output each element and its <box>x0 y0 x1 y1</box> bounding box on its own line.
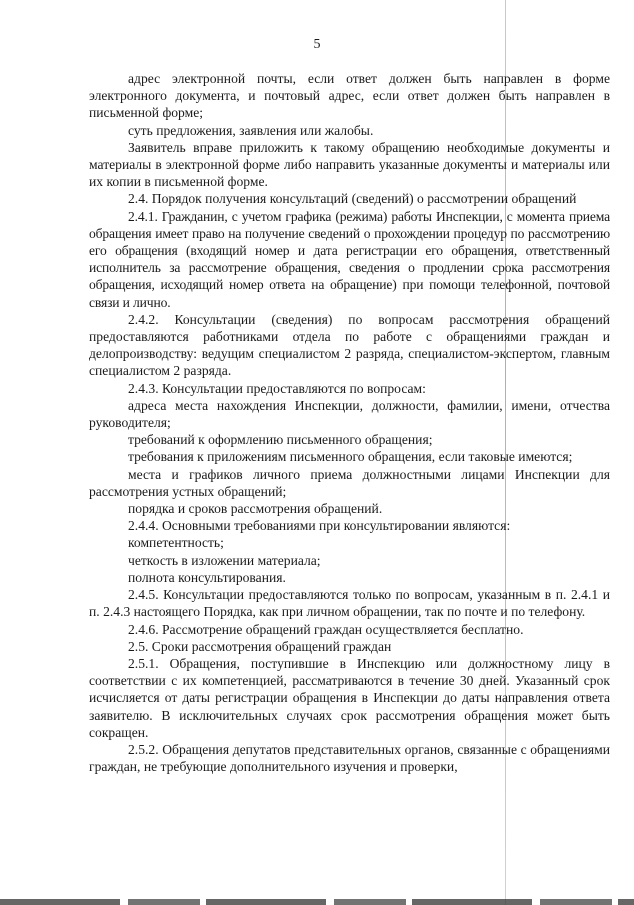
paragraph-2-4-2: 2.4.2. Консультации (сведения) по вопросам рассмотрения обращений предоставляются работниками отдела по работе с обращениями граждан и делопроизводству: ведущим специалистом 2 разряда, специалистом-экспертом, главным специалистом 2 разряда. <box>89 311 610 379</box>
paragraph-2-4-5: 2.4.5. Консультации предоставляются только по вопросам, указанным в п. 2.4.1 и п. 2.4.3 настоящего Порядка, как при личном обращении, так по почте и по телефону. <box>89 587 610 620</box>
paragraph-2-4-6: 2.4.6. Рассмотрение обращений граждан осуществляется бесплатно. <box>128 621 524 637</box>
scan-footer-artifact <box>0 899 634 905</box>
list-item-clarity: четкость в изложении материала; <box>128 552 321 568</box>
list-item-address: адреса места нахождения Инспекции, должности, фамилии, имени, отчества руководителя; <box>89 397 610 431</box>
list-item-competence: компетентность; <box>128 535 224 551</box>
list-item-procedure-terms: порядка и сроков рассмотрения обращений. <box>128 501 383 517</box>
paragraph-2-4-3: 2.4.3. Консультации предоставляются по вопросам: <box>128 380 426 396</box>
paragraph-essence: суть предложения, заявления или жалобы. <box>128 122 374 138</box>
page-number: 5 <box>313 37 321 52</box>
list-item-format-requirements: требований к оформлению письменного обращения; <box>128 432 433 448</box>
paragraph-2-5-1: 2.5.1. Обращения, поступившие в Инспекцию или должностному лицу в соответствии с их компетенцией, рассматриваются в течение 30 дней. Указанный срок исчисляется от даты регистрации обращения в Инспекции до даты направления ответа заявителю. В исключительных случаях срок рассмотрения обращения может быть сокращен. <box>89 655 610 740</box>
section-2-5-heading: 2.5. Сроки рассмотрения обращений граждан <box>128 638 392 654</box>
paragraph-email-address: адрес электронной почты, если ответ должен быть направлен в форме электронного документа, и почтовый адрес, если ответ должен быть направлен в письменной форме; <box>89 71 610 121</box>
list-item-attachment-requirements: требования к приложениям письменного обращения, если таковые имеются; <box>128 449 573 465</box>
document-body <box>89 70 610 775</box>
paragraph-2-5-2: 2.5.2. Обращения депутатов представительных органов, связанные с обращениями граждан, не требующие дополнительного изучения и проверки, <box>89 741 610 775</box>
section-2-4-heading: 2.4. Порядок получения консультаций (сведений) о рассмотрении обращений <box>128 191 577 207</box>
paragraph-attachments-right: Заявитель вправе приложить к такому обращению необходимые документы и материалы в электронной форме либо направить указанные документы и материалы или их копии в письменной форме. <box>89 139 610 190</box>
list-item-reception-schedule: места и графиков личного приема должностными лицами Инспекции для рассмотрения устных обращений; <box>89 466 610 499</box>
paragraph-2-4-4: 2.4.4. Основными требованиями при консультировании являются: <box>128 518 511 534</box>
paragraph-2-4-1: 2.4.1. Гражданин, с учетом графика (режима) работы Инспекции, с момента приема обращения имеет право на получение сведений о прохождении процедур по рассмотрению его обращения (входящий номер и дата регистрации его обращения, ответственный исполнитель за рассмотрение обращения, сведения о продлении срока рассмотрения обращения, исходящий номер ответа на обращение) при помощи телефонной, почтовой связи и лично. <box>89 208 610 310</box>
list-item-completeness: полнота консультирования. <box>128 569 286 585</box>
